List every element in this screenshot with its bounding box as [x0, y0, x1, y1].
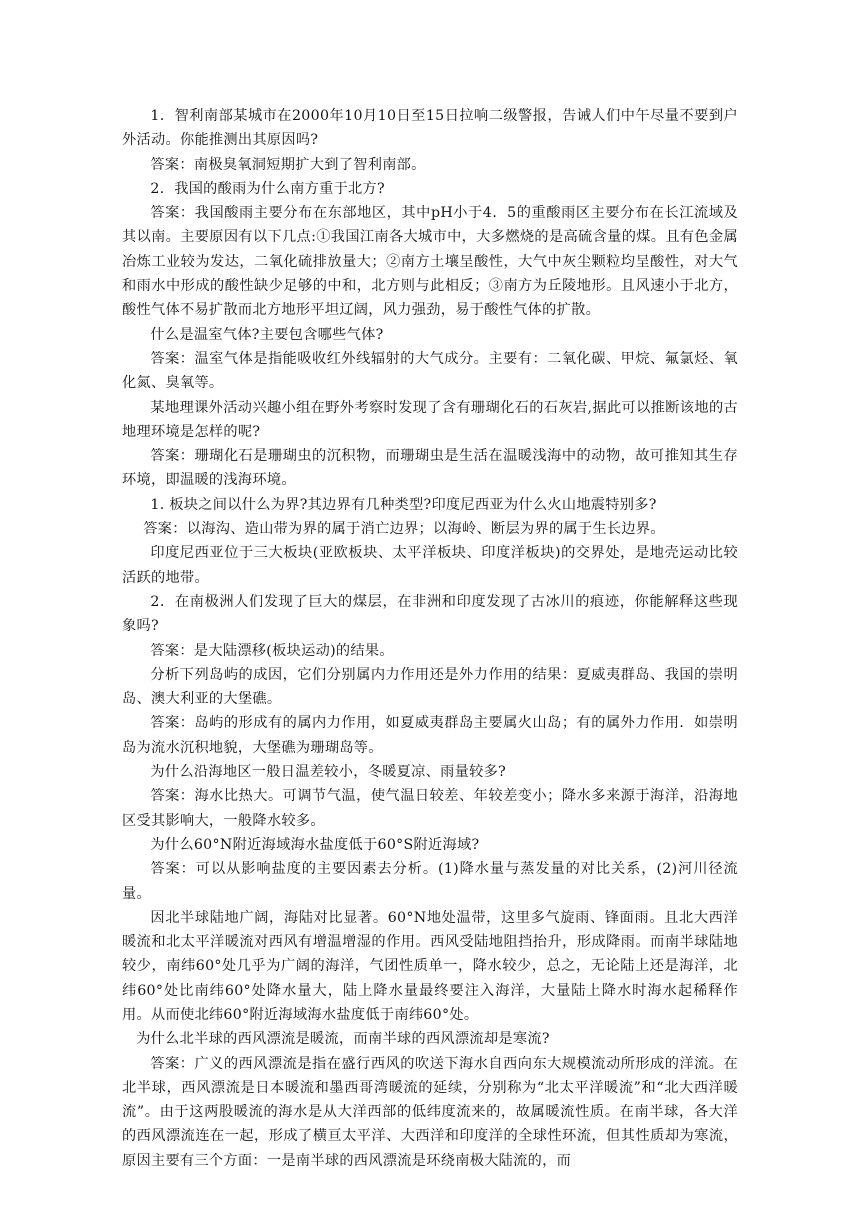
document-page — [122, 104, 738, 1173]
answer-4-text: 答案：珊瑚化石是珊瑚虫的沉积物，而珊瑚虫是生活在温暖浅海中的动物，故可推知其生存环境，即温暖的浅海环境。 — [122, 448, 738, 489]
question-3-text: 什么是温室气体?主要包含哪些气体? — [150, 326, 384, 343]
answer-9-text: 答案：可以从影响盐度的主要因素去分析。(1)降水量与蒸发量的对比关系，(2)河川径流量。 — [122, 861, 738, 902]
question-4-text: 某地理课外活动兴趣小组在野外考察时发现了含有珊瑚化石的石灰岩,据此可以推断该地的古地理环境是怎样的呢? — [122, 399, 738, 440]
answer-5-continued-text: 印度尼西亚位于三大板块(亚欧板块、太平洋板块、印度洋板块)的交界处，是地壳运动比较活跃的地带。 — [122, 545, 738, 586]
answer-5-text: 答案：以海沟、造山带为界的属于消亡边界；以海岭、断层为界的属于生长边界。 — [143, 521, 665, 538]
question-10-text: 为什么北半球的西风漂流是暖流，而南半球的西风漂流却是寒流? — [136, 1031, 550, 1048]
answer-3-text: 答案：温室气体是指能吸收红外线辐射的大气成分。主要有：二氧化碳、甲烷、氟氯烃、氧化氮、臭氧等。 — [122, 350, 738, 392]
question-8-text: 为什么沿海地区一般日温差较小，冬暖夏凉、雨量较多? — [150, 764, 506, 781]
answer-2-text: 答案：我国酸雨主要分布在东部地区，其中pH小于4．5的重酸雨区主要分布在长江流域及其以南。主要原因有以下几点:①我国江南各大城市中，大多燃烧的是高硫含量的煤。且有色金属冶炼工业较为发达，二氧化硫排放量大；②南方土壤呈酸性，大气中灰尘颗粒均呈酸性，对大气和雨水中形成的酸性缺少足够的中和，北方则与此相反；③南方为丘陵地形。且风速小于北方，酸性气体不易扩散而北方地形平坦辽阔，风力强劲，易于酸性气体的扩散。 — [122, 205, 738, 319]
question-1-text: 1．智利南部某城市在2000年10月10日至15日拉响二级警报，告诫人们中午尽量不要到户外活动。你能推测出其原因吗? — [122, 108, 738, 149]
question-5-text: 1. 板块之间以什么为界?其边界有几种类型?印度尼西亚为什么火山地震特别多? — [150, 496, 657, 513]
answer-6-text: 答案：是大陆漂移(板块运动)的结果。 — [150, 642, 394, 659]
question-7-text: 分析下列岛屿的成因，它们分别属内力作用还是外力作用的结果：夏威夷群岛、我国的崇明岛、澳大利亚的大堡礁。 — [122, 666, 738, 708]
question-9-text: 为什么60°N附近海域海水盐度低于60°S附近海域? — [150, 836, 480, 853]
answer-10-text: 答案：广义的西风漂流是指在盛行西风的吹送下海水自西向东大规模流动所形成的洋流。在北半球，西风漂流是日本暖流和墨西哥湾暖流的延续，分别称为“北太平洋暖流”和“北大西洋暖流”。由于这两股暖流的海水是从大洋西部的低纬度流来的，故属暖流性质。在南半球，各大洋的西风漂流连在一起，形成了横亘太平洋、大西洋和印度洋的全球性环流，但其性质却为寒流，原因主要有三个方面：一是南半球的西风漂流是环绕南极大陆流的，而 — [122, 1055, 738, 1169]
question-2-text: 2．我国的酸雨为什么南方重于北方? — [150, 180, 385, 197]
answer-8-text: 答案：海水比热大。可调节气温，使气温日较差、年较差变小；降水多来源于海洋，沿海地区受其影响大，一般降水较多。 — [122, 788, 738, 829]
answer-9-continued-text: 因北半球陆地广阔，海陆对比显著。60°N地处温带，这里多气旋雨、锋面雨。且北大西洋暖流和北太平洋暖流对西风有增温增湿的作用。西风受陆地阻挡抬升，形成降雨。而南半球陆地较少，南纬60°处几乎为广阔的海洋，气团性质单一，降水较少，总之，无论陆上还是海洋，北纬60°处比南纬60°处降水量大，陆上降水量最终要注入海洋，大量陆上降水时海水起稀释作用。从而使北纬60°附近海域海水盐度低于南纬60°处。 — [122, 909, 738, 1023]
question-6-text: 2．在南极洲人们发现了巨大的煤层，在非洲和印度发现了古冰川的痕迹，你能解释这些现象吗? — [122, 593, 738, 635]
answer-7-text: 答案：岛屿的形成有的属内力作用，如夏威夷群岛主要属火山岛；有的属外力作用．如崇明岛为流水沉积地貌，大堡礁为珊瑚岛等。 — [122, 715, 738, 756]
answer-1-text: 答案：南极臭氧洞短期扩大到了智利南部。 — [150, 156, 426, 173]
